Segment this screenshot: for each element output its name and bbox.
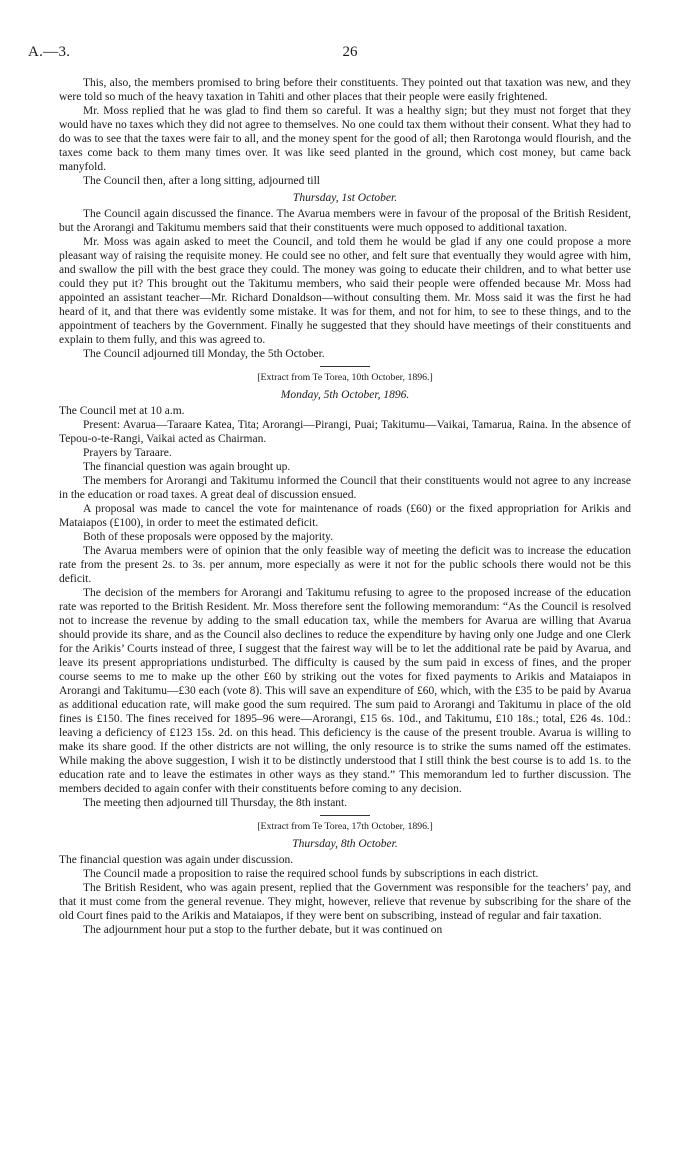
paragraph: The Council met at 10 a.m.	[59, 405, 185, 417]
page-number: 26	[342, 44, 358, 60]
paragraph: Prayers by Taraare.	[83, 447, 172, 459]
section-divider	[320, 366, 370, 367]
paragraph: Mr. Moss was again asked to meet the Council, and told them he would be glad if any one could propose a more pleasant way of raising the requisite money. He could see no other, and felt sure that eventually they would agree with him, and swallow the pill with the best grace they could. The money was going to educate their children, and to what better use could they put it? This brought out the Takitumu members, who said their people were offended because Mr. Moss had appointed an assistant teacher—Mr. Richard Donaldson—without consulting them. Mr. Moss said it was the first he had heard of it, and that there was evidently some mistake. It was for them, and not for him, to see to these things, and to the appointment of teachers by the Government. Finally he suggested that they should have meetings of their constituents and explain to them fully, and this was agreed to.	[59, 236, 631, 346]
extract-citation: [Extract from Te Torea, 10th October, 1896.]	[257, 372, 433, 383]
paragraph: The meeting then adjourned till Thursday, the 8th instant.	[83, 797, 348, 809]
paragraph: The members for Arorangi and Takitumu informed the Council that their constituents would not agree to any increase in the education or road taxes. A great deal of discussion ensued.	[59, 475, 631, 501]
body-text	[59, 76, 631, 937]
paragraph: Both of these proposals were opposed by the majority.	[83, 531, 333, 543]
paragraph: The Council again discussed the finance. The Avarua members were in favour of the proposal of the British Resident, but the Arorangi and Takitumu members said that their constituents were much opposed to additional taxation.	[59, 208, 631, 234]
paragraph: Mr. Moss replied that he was glad to find them so careful. It was a healthy sign; but they must not forget that they would have no taxes which they did not agree to themselves. No one could tax them without their consent. What they had to do was to see that the taxes were fair to all, and the money spent for the good of all; then Rarotonga would flourish, and the taxes come back to them many times over. It was like seed planted in the ground, which cost money, but came back manyfold.	[59, 105, 631, 173]
paragraph: The Council adjourned till Monday, the 5th October.	[83, 348, 325, 360]
date-heading: Thursday, 1st October.	[292, 192, 398, 204]
document-reference: A.—3.	[28, 44, 71, 60]
paragraph: A proposal was made to cancel the vote for maintenance of roads (£60) or the fixed appropriation for Arikis and Mataiapos (£100), in order to meet the estimated deficit.	[59, 503, 631, 529]
paragraph: The financial question was again brought up.	[83, 461, 291, 473]
paragraph: The British Resident, who was again present, replied that the Government was responsible for the teachers’ pay, and that it must come from the general revenue. They might, however, relieve that revenue by subscribing for the share of the old Court fines paid to the Arikis and Mataiapos, if they were bent on subscribing, instead of regular and fair taxation.	[59, 882, 631, 922]
paragraph: The decision of the members for Arorangi and Takitumu refusing to agree to the proposed increase of the education rate was reported to the British Resident. Mr. Moss therefore sent the following memorandum: “As the Council is resolved not to increase the revenue by adding to the small education tax, while the members for Avarua are willing that Avarua should provide its share, and as the Council also declines to reduce the expenditure by having only one Judge and one Clerk for the Arikis’ Courts instead of three, I suggest that the fairest way will be to let the additional rate be paid by Avarua, and leave its present appropriations undisturbed. The difficulty is caused by the sum paid in excess of fines, and the proper course seems to me to make up the other £60 by striking out the votes for fixed payments to Arikis and Mataiapos in Arorangi and Takitumu—£30 each (vote 8). This will save an expenditure of £60, which, with the £35 to be paid by Avarua as additional education rate, will make good the sum required. The sum paid to Arorangi and Takitumu in place of the old fines is £150. The fines received for 1895–96 were—Arorangi, £15 6s. 10d., and Takitumu, £10 18s.; total, £26 4s. 10d.: leaving a deficiency of £123 15s. 2d. on this head. This deficiency is the cause of the present trouble. Avarua is willing to make its share good. If the other districts are not willing, the only resource is to strike the sums named off the estimates. While making the above suggestion, I wish it to be distinctly understood that I still think the best course is to add 1s. to the education rate and to leave the estimates in other ways as they stand.” This memorandum led to further discussion. The members decided to again confer with their constituents before coming to any decision.	[59, 587, 631, 795]
extract-citation: [Extract from Te Torea, 17th October, 1896.]	[257, 821, 433, 832]
paragraph: The financial question was again under discussion.	[59, 854, 294, 866]
date-heading: Monday, 5th October, 1896.	[280, 389, 410, 401]
paragraph: The adjournment hour put a stop to the further debate, but it was continued on	[83, 924, 443, 936]
paragraph: The Council made a proposition to raise the required school funds by subscriptions in each district.	[83, 868, 539, 880]
date-heading: Thursday, 8th October.	[292, 838, 398, 850]
section-divider	[320, 815, 370, 816]
paragraph: The Council then, after a long sitting, adjourned till	[83, 175, 320, 187]
paragraph: The Avarua members were of opinion that the only feasible way of meeting the deficit was to increase the education rate from the present 2s. to 3s. per annum, more especially as were it not for the public schools there would not be this deficit.	[59, 545, 631, 585]
paragraph: Present: Avarua—Taraare Katea, Tita; Arorangi—Pirangi, Puai; Takitumu—Vaikai, Tamarua, Raina. In the absence of Tepou-o-te-Rangi, Vaikai acted as Chairman.	[59, 419, 631, 445]
paragraph: This, also, the members promised to bring before their constituents. They pointed out that taxation was new, and they were told so much of the heavy taxation in Tahiti and other places that their people were easily frightened.	[59, 77, 631, 103]
